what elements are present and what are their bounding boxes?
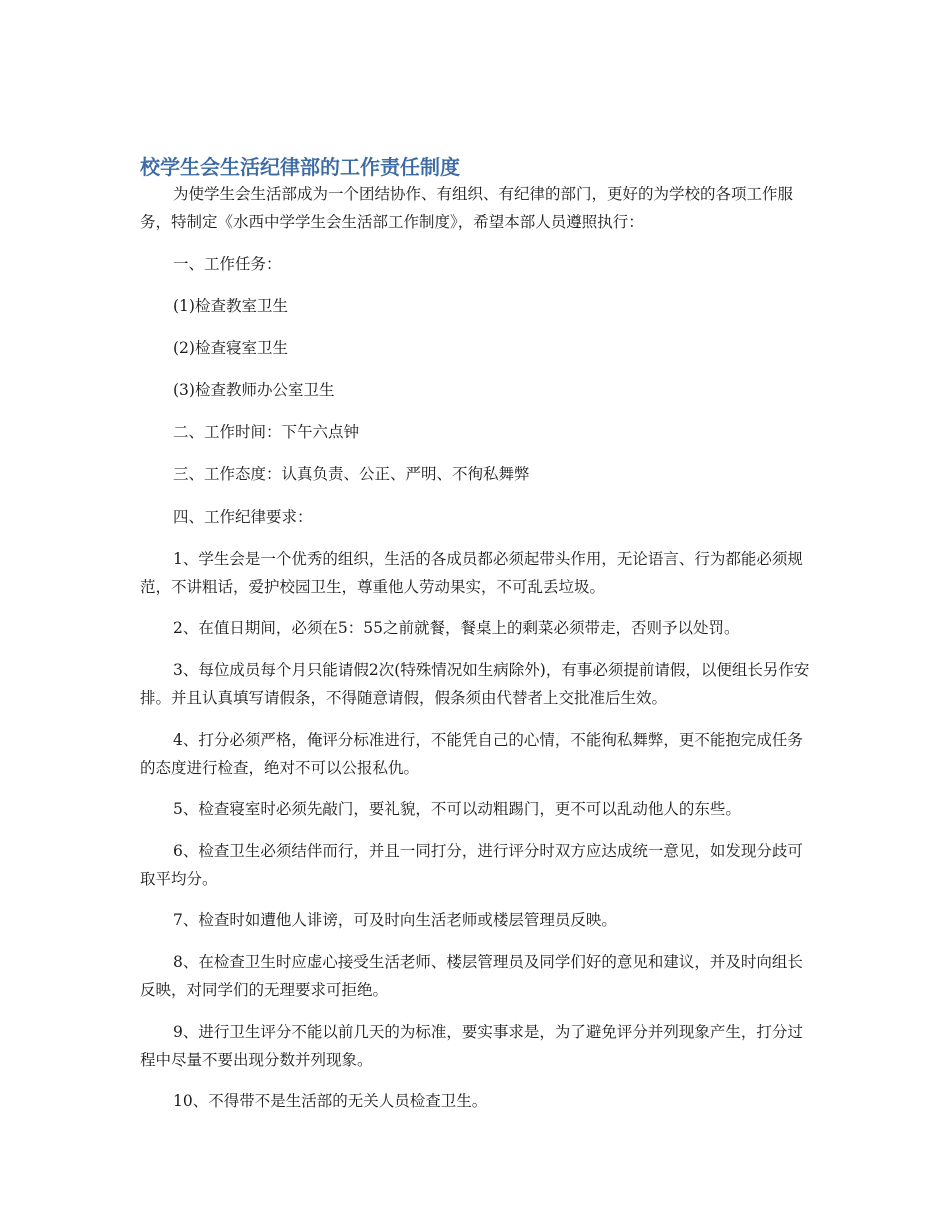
section-heading-tasks: 一、工作任务： [173,255,282,273]
rule-item: 6、检查卫生必须结伴而行，并且一同打分，进行评分时双方应达成统一意见，如发现分歧可取平均分。 [140,842,803,888]
rule-item: 4、打分必须严格，俺评分标准进行，不能凭自己的心情，不能徇私舞弊，更不能抱完成任务的态度进行检查，绝对不可以公报私仇。 [140,731,803,777]
document-title: 校学生会生活纪律部的工作责任制度 [140,155,460,179]
task-item: (3)检查教师办公室卫生 [173,381,335,399]
section-heading-time: 二、工作时间：下午六点钟 [173,423,360,441]
task-item: (1)检查教室卫生 [173,297,288,315]
rule-item: 1、学生会是一个优秀的组织，生活的各成员都必须起带头作用，无论语言、行为都能必须规范，不讲粗话，爱护校园卫生，尊重他人劳动果实，不可乱丢垃圾。 [140,550,803,596]
intro-paragraph: 为使学生会生活部成为一个团结协作、有组织、有纪律的部门，更好的为学校的各项工作服务，特制定《水西中学学生会生活部工作制度》，希望本部人员遵照执行： [140,185,794,231]
rule-item: 8、在检查卫生时应虚心接受生活老师、楼层管理员及同学们好的意见和建议，并及时向组长反映，对同学们的无理要求可拒绝。 [140,953,803,999]
rule-item: 7、检查时如遭他人诽谤，可及时向生活老师或楼层管理员反映。 [173,911,617,929]
rule-item: 9、进行卫生评分不能以前几天的为标准，要实事求是，为了避免评分并列现象产生，打分过程中尽量不要出现分数并列现象。 [140,1023,803,1069]
task-item: (2)检查寝室卫生 [173,339,288,357]
rule-item: 5、检查寝室时必须先敲门，要礼貌，不可以动粗踢门，更不可以乱动他人的东些。 [173,800,741,818]
section-heading-discipline: 四、工作纪律要求： [173,508,313,526]
rule-item: 3、每位成员每个月只能请假2次(特殊情况如生病除外)，有事必须提前请假，以便组长另作安排。并且认真填写请假条，不得随意请假，假条须由代替者上交批准后生效。 [140,661,810,707]
section-heading-attitude: 三、工作态度：认真负责、公正、严明、不徇私舞弊 [173,465,530,483]
rule-item: 2、在值日期间，必须在5：55之前就餐，餐桌上的剩菜必须带走，否则予以处罚。 [173,619,740,637]
rule-item: 10、不得带不是生活部的无关人员检查卫生。 [173,1092,488,1110]
